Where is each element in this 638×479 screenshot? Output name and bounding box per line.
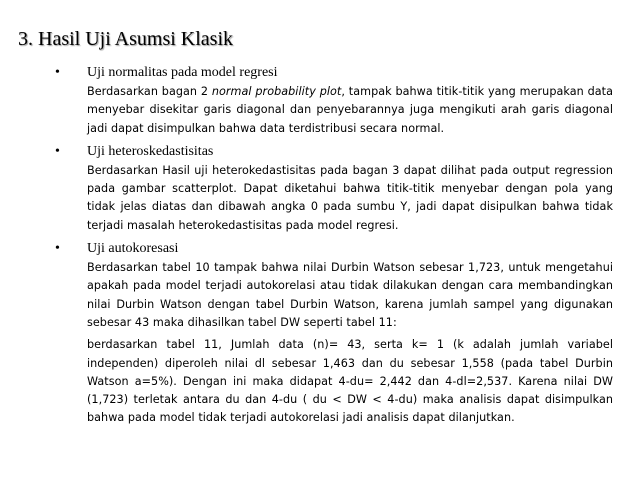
item-heading-row <box>55 239 613 259</box>
list-item-normality <box>55 63 613 138</box>
paragraph-heteroskedasticity: Berdasarkan Hasil uji heterokedastisitas pada bagan 3 dapat dilihat pada output regression pada gambar scatterplot. Dapat diketahui bahwa titik-titik menyebar dengan pola yang tidak jelas diatas dan dibawah angka 0 pada sumbu Y, jadi dapat disipulkan bahwa tidak terjadi masalah heterokedastisitas pada model regresi. <box>87 163 613 232</box>
bullet-icon: • <box>55 143 60 159</box>
paragraph-text: , tampak bahwa titik-titik yang merupakan data menyebar disekitar garis diagonal dan penyebarannya juga mengikuti arah garis diagonal jadi dapat disimpulkan bahwa data terdistribusi secara normal. <box>87 85 613 135</box>
paragraph-text: Berdasarkan bagan 2 <box>87 85 212 98</box>
bullet-icon: • <box>55 65 60 80</box>
list-item-heteroskedasticity <box>55 142 613 235</box>
italic-term: normal probability plot <box>211 85 342 98</box>
paragraph-normality <box>87 83 613 138</box>
paragraph-autocorrelation-1: Berdasarkan tabel 10 tampak bahwa nilai Durbin Watson sebesar 1,723, untuk mengetahui apakah pada model terjadi autokorelasi atau tidak dilakukan dengan cara membandingkan nilai Durbin Watson dengan tabel Durbin Watson, karena jumlah sampel yang digunakan sebesar 43 maka dihasilkan tabel DW seperti tabel 11: <box>87 261 613 329</box>
paragraph-autocorrelation-2: berdasarkan tabel 11, Jumlah data (n)= 43, serta k= 1 (k adalah jumlah variabel independen) diperoleh nilai dl sebesar 1,463 dan du sebesar 1,558 (pada tabel Durbin Watson a=5%). Dengan ini maka didapat 4-du= 2,442 dan 4-dl=2,537. Karena nilai DW (1,723) terletak antara du dan 4-du ( du < DW < 4-du) maka analisis dapat disimpulkan bahwa pada model tidak terjadi autokorelasi jadi analisis dapat dilanjutkan. <box>87 338 613 425</box>
list-item-autocorrelation <box>55 239 613 428</box>
bullet-icon: • <box>55 241 60 257</box>
page-title: 3. Hasil Uji Asumsi Klasik <box>18 28 234 50</box>
item-heading-normality: Uji normalitas pada model regresi <box>87 65 278 80</box>
item-heading-autocorrelation: Uji autokoresasi <box>87 241 179 257</box>
assumption-test-list <box>55 63 613 432</box>
item-heading-row <box>55 63 613 83</box>
item-heading-row <box>55 142 613 162</box>
item-heading-heteroskedasticity: Uji heteroskedastisitas <box>87 143 214 159</box>
